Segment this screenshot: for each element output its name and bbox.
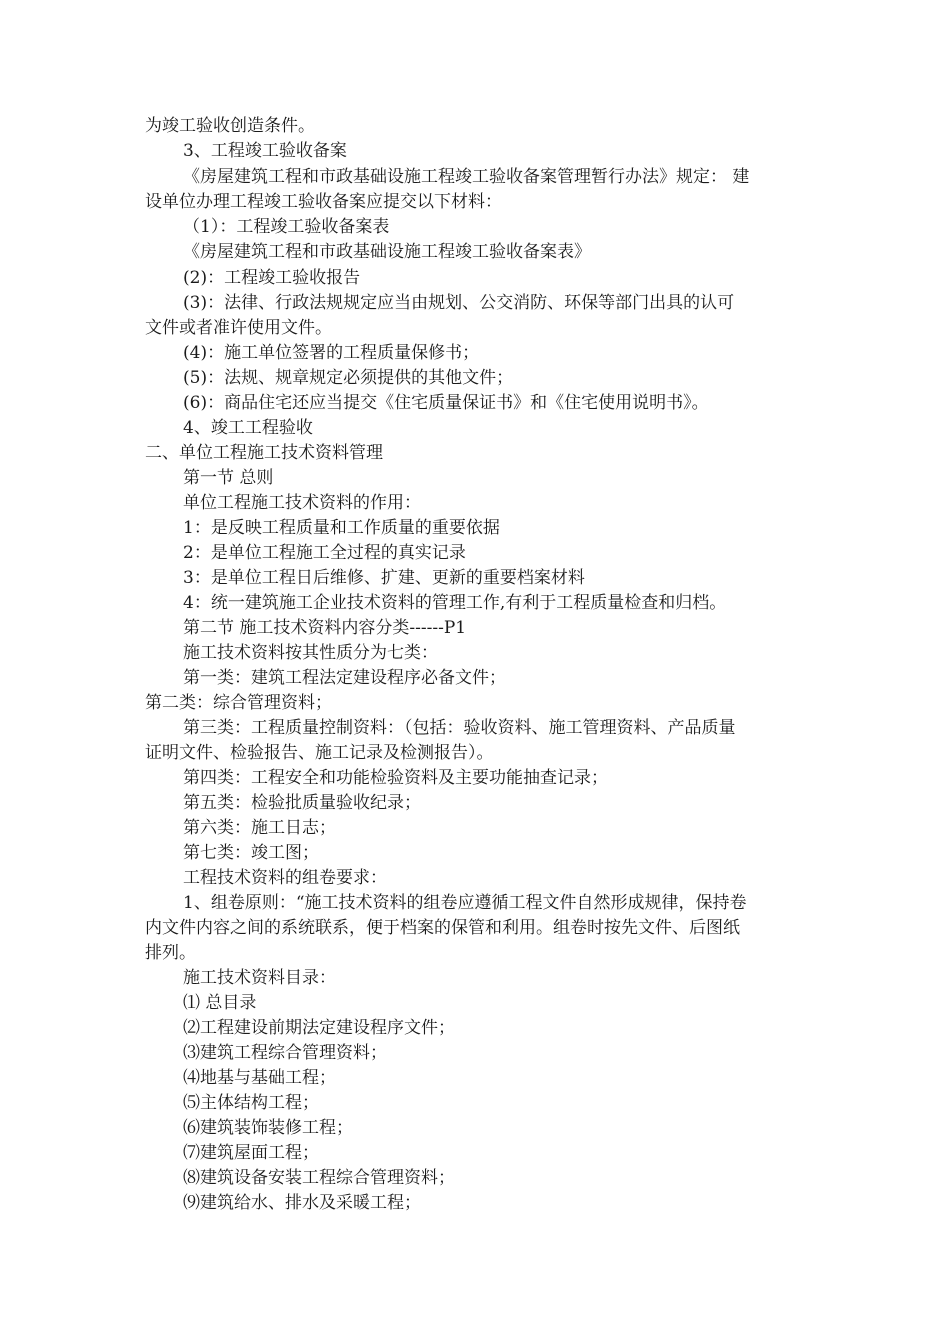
chapter-heading-2: 二、单位工程施工技术资料管理 — [145, 443, 383, 463]
section-heading-4: 4、竣工工程验收 — [183, 418, 313, 438]
text-line-19: 3：是单位工程日后维修、扩建、更新的重要档案材料 — [183, 568, 585, 588]
text-line-1: 为竣工验收创造条件。 — [145, 116, 315, 136]
text-line-17: 1：是反映工程质量和工作质量的重要依据 — [183, 518, 500, 538]
text-line-6: 《房屋建筑工程和市政基础设施工程竣工验收备案表》 — [183, 242, 591, 262]
text-line-24: 第二类：综合管理资料； — [145, 693, 332, 713]
text-line-22: 施工技术资料按其性质分为七类： — [183, 643, 438, 663]
list-item-1: ⑴ 总目录 — [183, 993, 257, 1013]
section-heading-3: 3、工程竣工验收备案 — [183, 141, 347, 161]
text-line-12: (6)：商品住宅还应当提交《住宅质量保证书》和《住宅使用说明书》。 — [183, 393, 709, 413]
text-line-18: 2：是单位工程施工全过程的真实记录 — [183, 543, 466, 563]
text-line-8: (3)：法律、行政法规规定应当由规划、公交消防、环保等部门出具的认可 — [183, 293, 735, 313]
list-item-2: ⑵工程建设前期法定建设程序文件； — [183, 1018, 455, 1038]
text-line-5: （1）：工程竣工验收备案表 — [183, 217, 390, 237]
text-line-9: 文件或者准许使用文件。 — [145, 318, 332, 338]
text-line-4: 设单位办理工程竣工验收备案应提交以下材料： — [145, 192, 502, 212]
text-line-29: 第六类：施工日志； — [183, 818, 336, 838]
text-line-3: 《房屋建筑工程和市政基础设施工程竣工验收备案管理暂行办法》规定： 建 — [183, 167, 750, 187]
text-line-26: 证明文件、检验报告、施工记录及检测报告）。 — [145, 743, 494, 763]
list-item-4: ⑷地基与基础工程； — [183, 1068, 336, 1088]
list-item-5: ⑸主体结构工程； — [183, 1093, 319, 1113]
text-line-25: 第三类：工程质量控制资料：（包括：验收资料、施工管理资料、产品质量 — [183, 718, 736, 738]
list-item-9: ⑼建筑给水、排水及采暖工程； — [183, 1193, 421, 1213]
text-line-30: 第七类：竣工图； — [183, 843, 319, 863]
text-line-34: 排列。 — [145, 943, 196, 963]
text-line-33: 内文件内容之间的系统联系，便于档案的保管和利用。组卷时按先文件、后图纸 — [145, 918, 740, 938]
text-line-20: 4：统一建筑施工企业技术资料的管理工作,有利于工程质量检查和归档。 — [183, 593, 727, 613]
text-line-31: 工程技术资料的组卷要求： — [183, 868, 387, 888]
list-item-6: ⑹建筑装饰装修工程； — [183, 1118, 353, 1138]
list-item-3: ⑶建筑工程综合管理资料； — [183, 1043, 387, 1063]
text-line-7: (2)：工程竣工验收报告 — [183, 268, 361, 288]
text-line-27: 第四类：工程安全和功能检验资料及主要功能抽查记录； — [183, 768, 608, 788]
text-line-35: 施工技术资料目录： — [183, 968, 336, 988]
text-line-32: 1、组卷原则：“施工技术资料的组卷应遵循工程文件自然形成规律，保持卷 — [183, 893, 747, 913]
section-heading-classification: 第二节 施工技术资料内容分类------P1 — [183, 618, 467, 638]
text-line-10: (4)：施工单位签署的工程质量保修书； — [183, 343, 480, 363]
text-line-11: (5)：法规、规章规定必须提供的其他文件； — [183, 368, 514, 388]
section-heading-general: 第一节 总则 — [183, 468, 274, 488]
list-item-7: ⑺建筑屋面工程； — [183, 1143, 319, 1163]
text-line-28: 第五类：检验批质量验收纪录； — [183, 793, 421, 813]
text-line-23: 第一类：建筑工程法定建设程序必备文件； — [183, 668, 506, 688]
text-line-16: 单位工程施工技术资料的作用： — [183, 493, 421, 513]
list-item-8: ⑻建筑设备安装工程综合管理资料； — [183, 1168, 455, 1188]
